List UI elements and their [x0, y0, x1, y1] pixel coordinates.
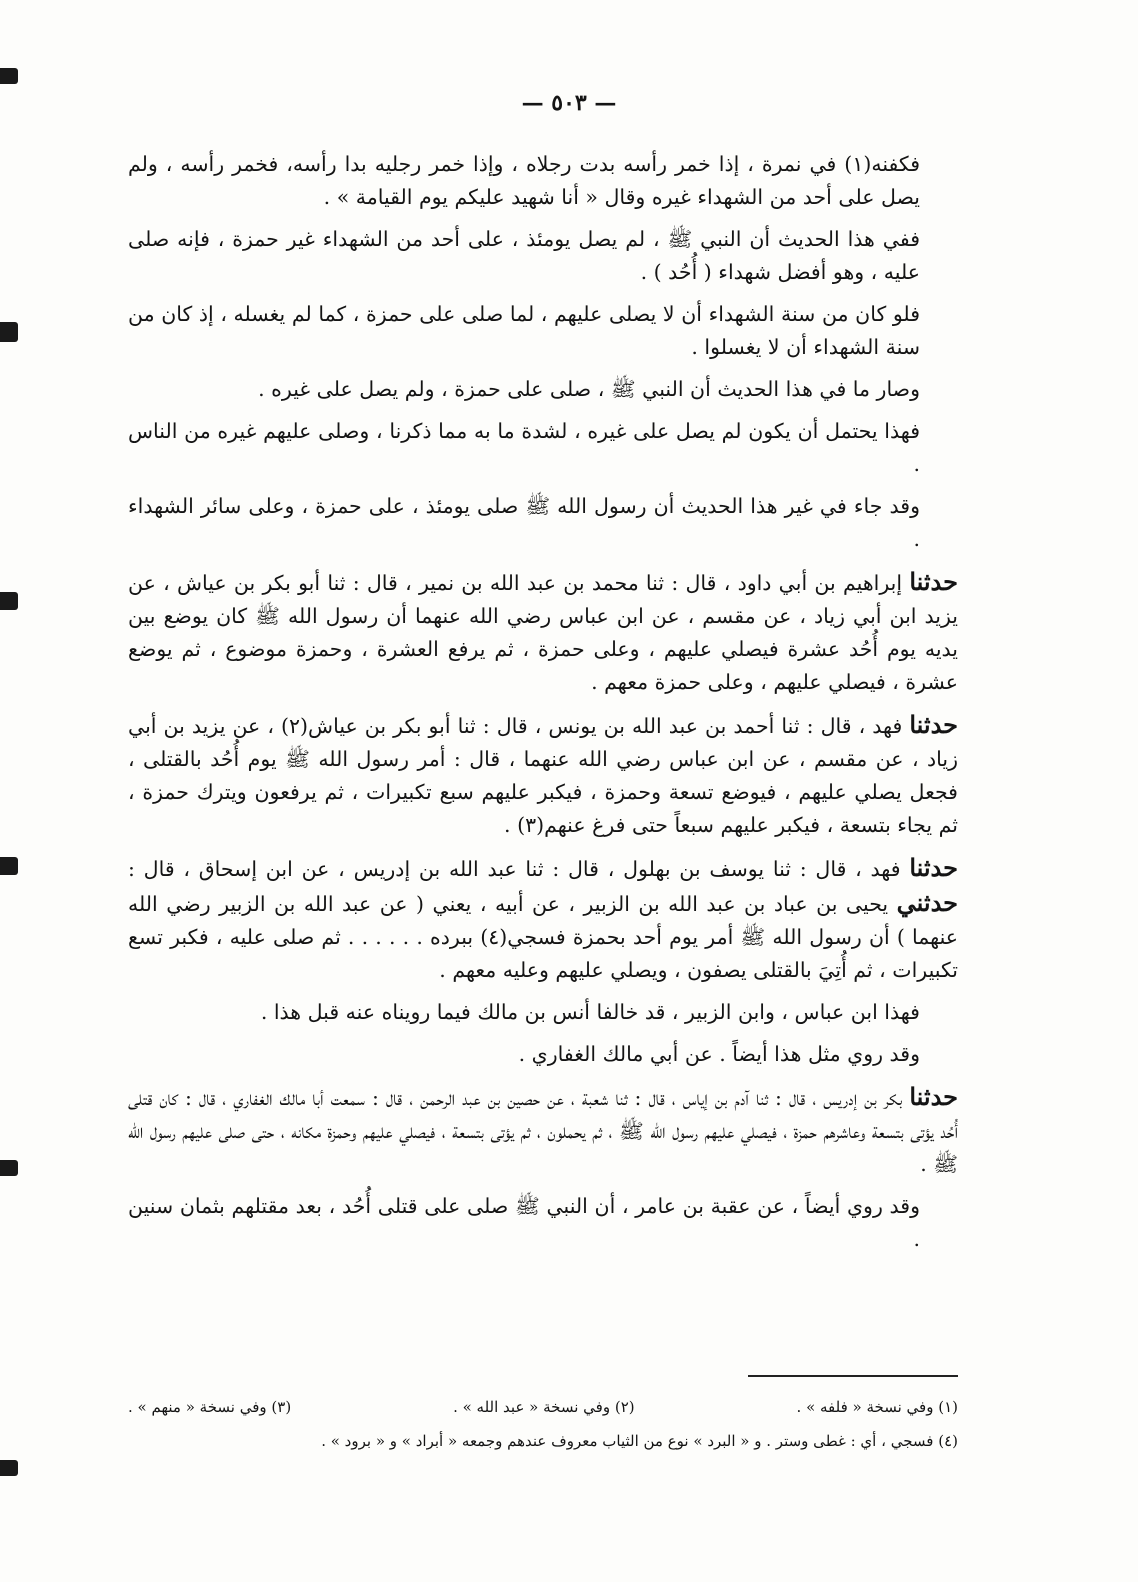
paragraph: وصار ما في هذا الحديث أن النبي ﷺ ، صلى على حمزة ، ولم يصل على غيره .	[258, 377, 920, 401]
hadith-paragraph	[128, 851, 958, 987]
footnote-divider	[748, 1375, 958, 1377]
footnote-1: (١) وفي نسخة « فلفه » .	[796, 1398, 958, 1416]
paragraph-text: يحيى بن عباد بن عبد الله بن الزبير ، عن أبيه ، يعني ( عن عبد الله بن الزبير رضي الله عنهما ) أن رسول الله ﷺ أمر يوم أحد بحمزة فسجي(٤) ببرده . . . . . . ثم صلى عليه ، فكبر تسع تكبيرات ، ثم أُتِيَ بالقتلى يصفون ، ويصلي عليهم وعليه معهم .	[128, 892, 958, 982]
hadith-paragraph	[128, 565, 958, 699]
haddathani-keyword: حدثني	[896, 888, 958, 917]
page-edge-mark	[0, 1160, 18, 1176]
page-edge-mark	[0, 322, 18, 342]
page-edge-mark	[0, 857, 18, 875]
paragraph: وقد جاء في غير هذا الحديث أن رسول الله ﷺ صلى يومئذ ، على حمزة ، وعلى سائر الشهداء .	[128, 494, 920, 551]
haddathana-keyword: حدثنا	[909, 853, 958, 882]
hadith-paragraph	[128, 708, 958, 842]
haddathana-keyword: حدثنا	[909, 567, 958, 596]
footnotes	[128, 1390, 958, 1458]
page-edge-mark	[0, 68, 18, 84]
paragraph: فلو كان من سنة الشهداء أن لا يصلى عليهم ، لما صلى على حمزة ، كما لم يغسله ، إذ كان من سنة الشهداء أن لا يغسلوا .	[128, 302, 920, 359]
footnote-3: (٣) وفي نسخة « منهم » .	[128, 1398, 292, 1416]
page-edge-mark	[0, 1460, 18, 1476]
haddathana-keyword: حدثنا	[909, 1082, 958, 1111]
main-text	[128, 148, 958, 1265]
paragraph-text: بكر بن إدريس ، قال : ثنا آدم بن إياس ، قال : ثنا شعبة ، عن حصين بن عبد الرحمن ، قال : سمعت أبا مالك الغفاري ، قال : كان قتلى أُحُد يؤتى بتسعة وعاشرهم حمزة ، فيصلي عليهم رسول الله ﷺ ، ثم يحملون ، ثم يؤتى بتسعة ، فيصلي عليهم وحمزة مكانه ، حتى صلى عليهم رسول الله ﷺ .	[128, 1086, 958, 1176]
paragraph: فهذا ابن عباس ، وابن الزبير ، قد خالفا أنس بن مالك فيما رويناه عنه قبل هذا .	[260, 1000, 920, 1024]
hadith-paragraph	[128, 1080, 958, 1181]
paragraph: وقد روي أيضاً ، عن عقبة بن عامر ، أن النبي ﷺ صلى على قتلى أُحُد ، بعد مقتلهم بثمان سنين .	[128, 1194, 920, 1251]
haddathana-keyword: حدثنا	[909, 710, 958, 739]
paragraph: ففي هذا الحديث أن النبي ﷺ ، لم يصل يومئذ ، على أحد من الشهداء غير حمزة ، فإنه صلى عليه ، وهو أفضل شهداء ( أُحُد ) .	[128, 227, 920, 284]
footnote-row	[128, 1424, 958, 1458]
footnote-4: (٤) فسجي ، أي : غطى وستر . و « البرد » نوع من الثياب معروف عندهم وجمعه « أبراد » و « برود » .	[321, 1432, 958, 1450]
paragraph: فكفنه(١) في نمرة ، إذا خمر رأسه بدت رجلاه ، وإذا خمر رجليه بدا رأسه، فخمر رأسه ، ولم يصل على أحد من الشهداء غيره وقال « أنا شهيد عليكم يوم القيامة » .	[128, 152, 920, 209]
paragraph-text: فهد ، قال : ثنا يوسف بن بهلول ، قال : ثنا عبد الله بن إدريس ، عن ابن إسحاق ، قال :	[128, 857, 901, 881]
page-number: — ٥٠٣ —	[521, 90, 617, 116]
paragraph-text: إبراهيم بن أبي داود ، قال : ثنا محمد بن عبد الله بن نمير ، قال : ثنا أبو بكر بن عياش ، عن يزيد ابن أبي زياد ، عن مقسم ، عن ابن عباس رضي الله عنهما أن رسول الله ﷺ كان يوضع بين يديه يوم أُحُد عشرة فيصلي عليهم ، وعلى حمزة ، ثم يرفع العشرة ، وحمزة موضوع ، ثم يوضع عشرة ، فيصلي عليهم ، وعلى حمزة معهم .	[128, 571, 958, 694]
page-edge-mark	[0, 592, 18, 610]
paragraph: فهذا يحتمل أن يكون لم يصل على غيره ، لشدة ما به مما ذكرنا ، وصلى عليهم غيره من الناس .	[128, 419, 920, 476]
footnote-row	[128, 1390, 958, 1424]
paragraph: وقد روي مثل هذا أيضاً . عن أبي مالك الغفاري .	[518, 1042, 920, 1066]
paragraph-text: فهد ، قال : ثنا أحمد بن عبد الله بن يونس ، قال : ثنا أبو بكر بن عياش(٢) ، عن يزيد بن أبي زياد ، عن مقسم ، عن ابن عباس رضي الله عنهما ، قال : أمر رسول الله ﷺ يوم أُحُد بالقتلى ، فجعل يصلي عليهم ، فيوضع تسعة وحمزة ، فيكبر عليهم سبع تكبيرات ، ثم يرفعون ويترك حمزة ، ثم يجاء بتسعة ، فيكبر عليهم سبعاً حتى فرغ عنهم(٣) .	[128, 714, 958, 837]
footnote-2: (٢) وفي نسخة « عبد الله » .	[453, 1398, 635, 1416]
